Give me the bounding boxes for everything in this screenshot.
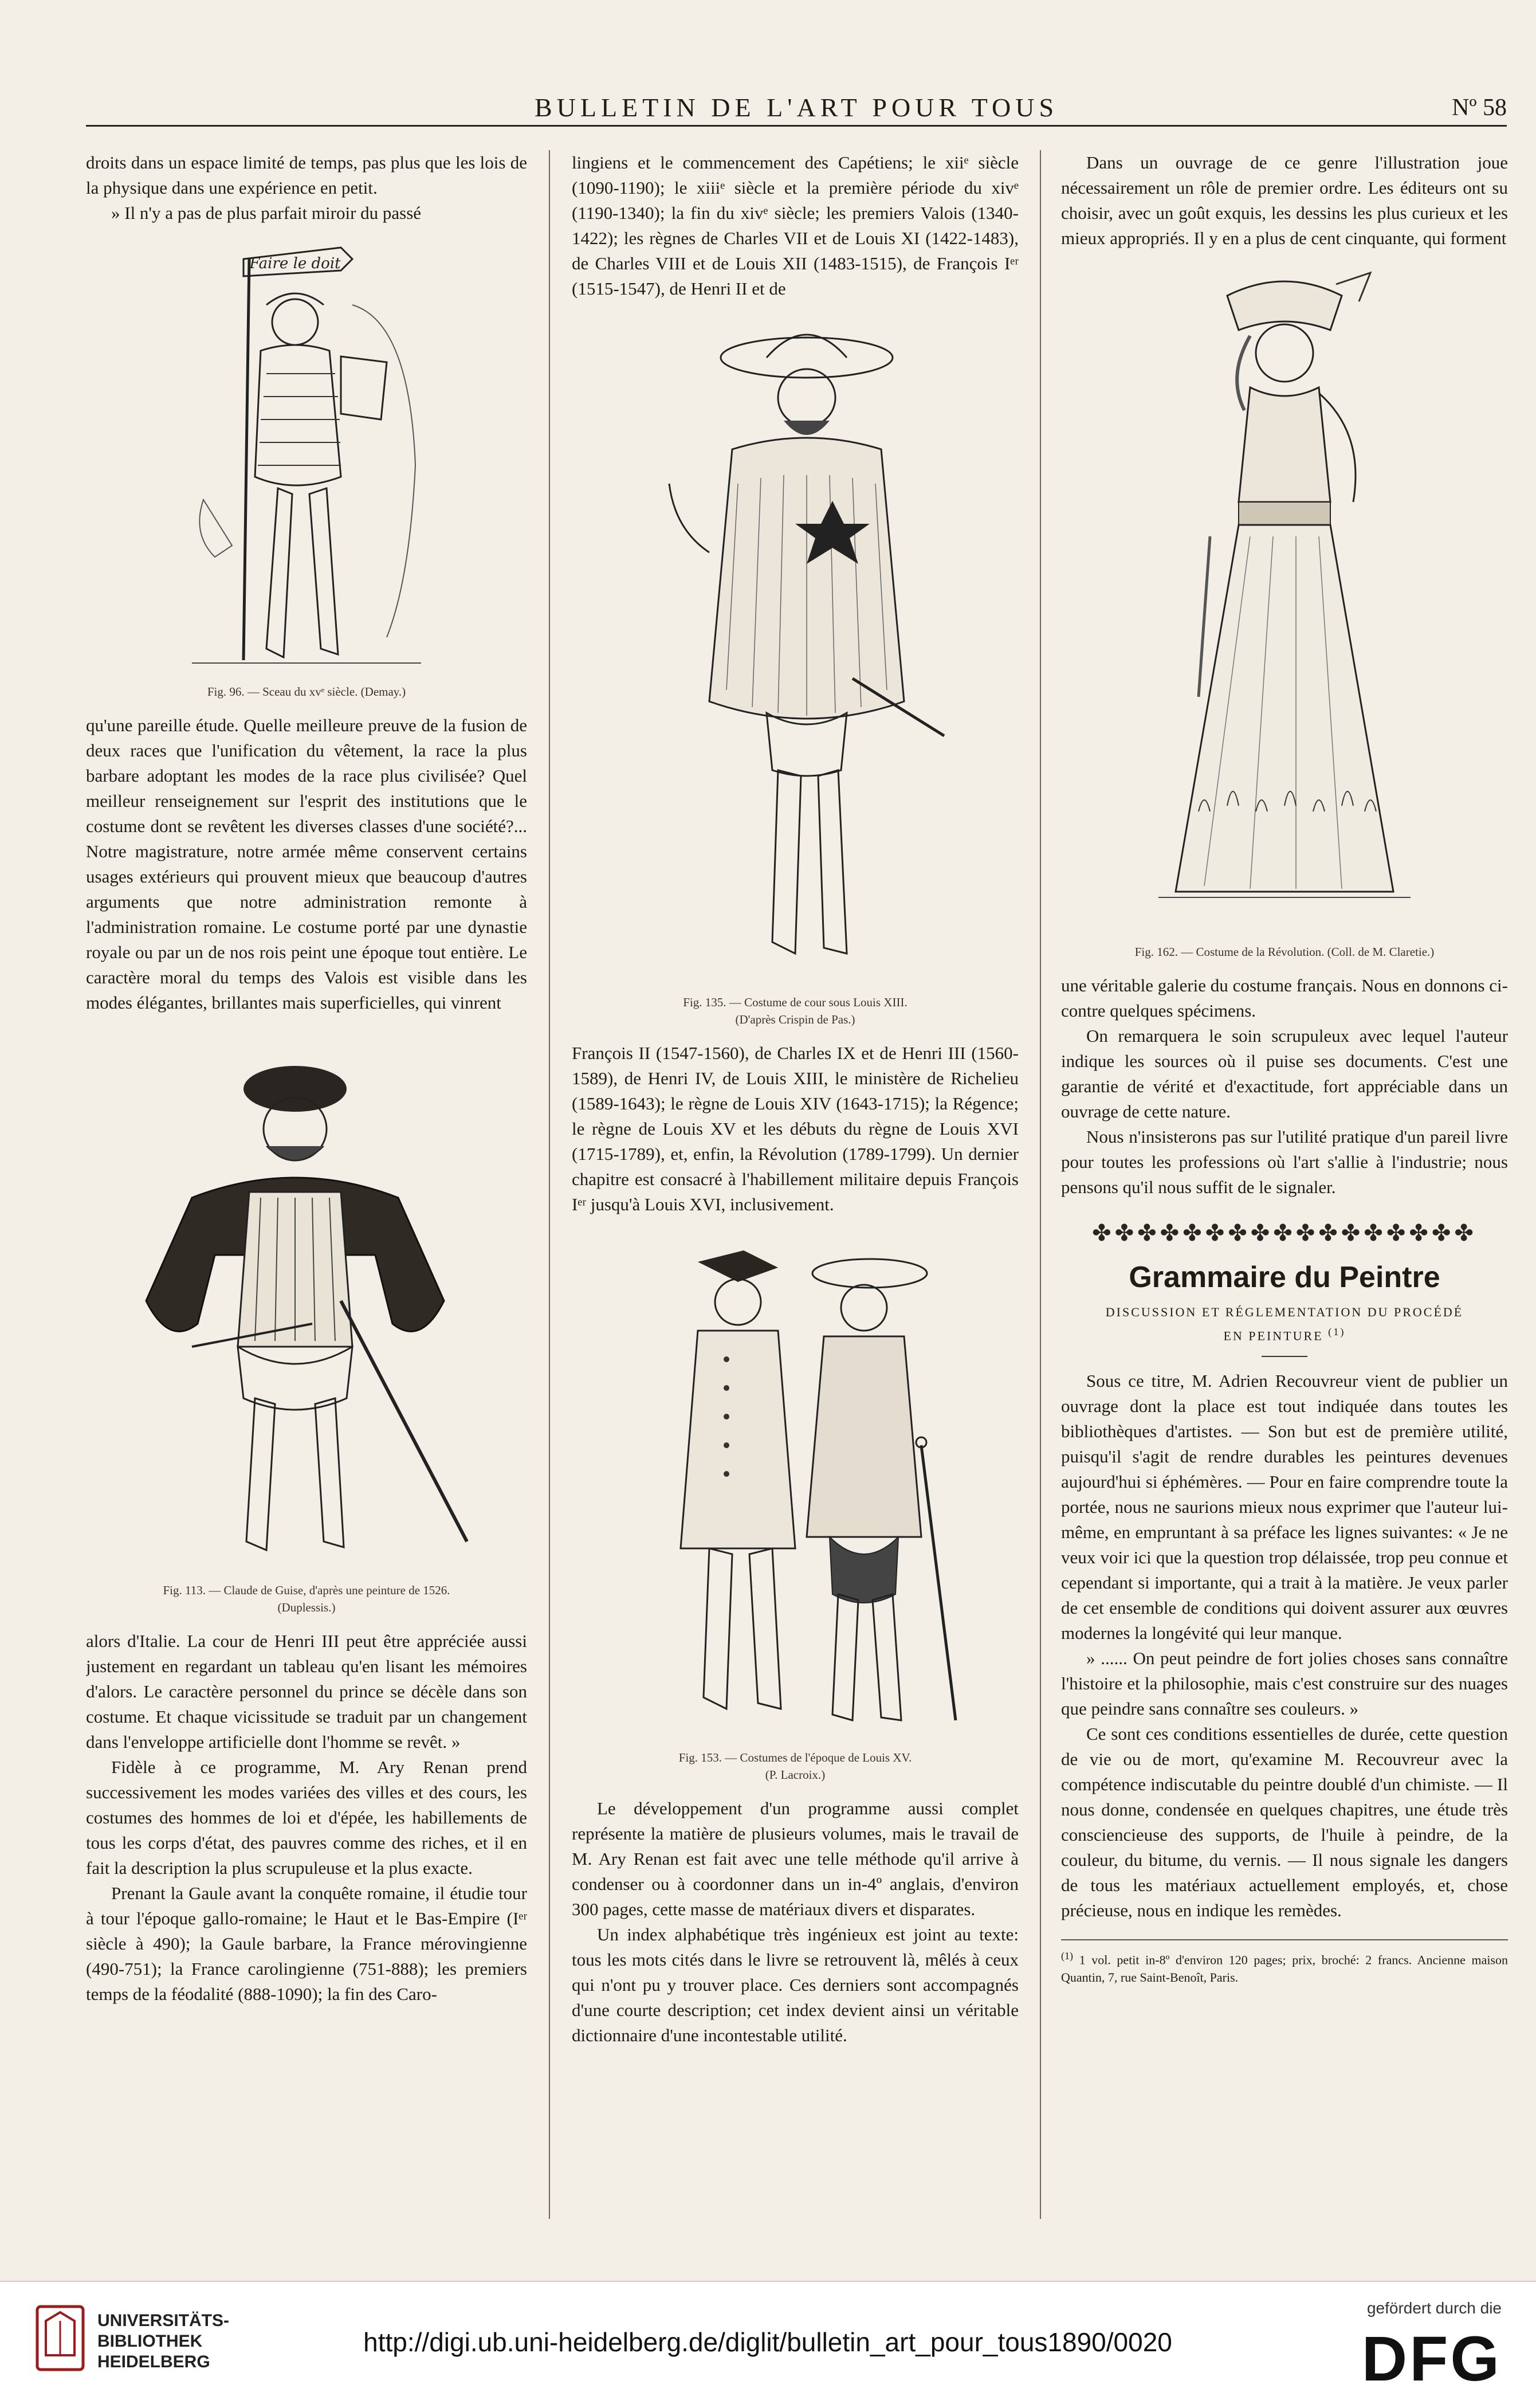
paragraph: Nous n'insisterons pas sur l'utilité pratique d'un pareil livre pour toutes les professions où l'art s'allie à l'industrie; nous pensons qu'il nous suffit de le signaler.: [1061, 1127, 1508, 1197]
section-rule: [1262, 1356, 1307, 1357]
university-name-line: UNIVERSITÄTS-: [97, 2311, 230, 2330]
dfg-logo: DFG: [1361, 2324, 1502, 2394]
text-column-2: [572, 150, 1019, 2230]
university-name-line: BIBLIOTHEK: [97, 2332, 203, 2351]
journal-title: BULLETIN DE L'ART POUR TOUS: [534, 93, 1059, 122]
text-column-3: [1061, 150, 1508, 2230]
footnote-mark: (1): [1061, 1950, 1073, 1962]
paragraph: Fidèle à ce programme, M. Ary Renan prend successivement les modes variées des villes et des cours, les costumes des hommes de loi et d'épée, les habillements de tous les corps d'état, des pauvres comme des riches, et il en fait la description la plus scrupuleuse et la plus exacte.: [86, 1757, 527, 1878]
louis-xiii-court-costume-illustration: [635, 312, 956, 988]
column-divider: [1040, 150, 1041, 2219]
paragraph: alors d'Italie. La cour de Henri III peut être appréciée aussi justement en regardant un tableau qu'en lisant les mémoires d'alors. Le caractère personnel du prince se décèle dans son costume. Et chaque vicissitude se traduit par un changement dans l'enveloppe artificielle dont l'homme se revêt. »: [86, 1631, 527, 1752]
figure-113: [86, 1026, 527, 1616]
footnote-reference: (1): [1328, 1326, 1346, 1338]
subtitle-text: EN PEINTURE: [1223, 1328, 1323, 1343]
figure-caption: [572, 1749, 1019, 1783]
ornamental-divider: ✤✤✤✤✤✤✤✤✤✤✤✤✤✤✤✤✤: [1092, 1220, 1477, 1246]
claude-de-guise-illustration: [123, 1026, 490, 1576]
paragraph: Ce sont ces conditions essentielles de durée, cette question de vie ou de mort, qu'examine M. Recouvreur avec la compétence indiscutable du peintre doublé d'un chimiste. — Il nous donne, condensée en quelques chapitres, une étude très consciencieuse des supports, de l'huile à peindre, de la couleur, du bitume, du vernis. — Il nous signale les dangers de tous les matériaux actuellement employés, et, chose précieuse, nous en indique les remèdes.: [1061, 1724, 1508, 1921]
paragraph: une véritable galerie du costume français. Nous en donnons ci-contre quelques spécimens.: [1061, 975, 1508, 1021]
caption-line: Fig. 113. — Claude de Guise, d'après une peinture de 1526.: [163, 1583, 450, 1597]
university-library-name: [97, 2311, 229, 2372]
caption-line: Fig. 135. — Costume de cour sous Louis XIII.: [683, 995, 908, 1009]
paragraph: » Il n'y a pas de plus parfait miroir du passé: [111, 203, 422, 223]
footnote-text: 1 vol. petit in-8º d'environ 120 pages; prix, broché: 2 francs. Ancienne maison Quantin, 7, rue Saint-Benoît, Paris.: [1061, 1952, 1508, 1985]
caption-line: Fig. 153. — Costumes de l'époque de Louis XV.: [678, 1751, 912, 1764]
knight-seal-illustration: [169, 236, 444, 677]
permalink-url[interactable]: http://digi.ub.uni-heidelberg.de/diglit/bulletin_art_pour_tous1890/0020: [363, 2327, 1172, 2357]
university-name-line: HEIDELBERG: [97, 2352, 210, 2371]
digital-library-footer: [0, 2281, 1536, 2408]
paragraph: Sous ce titre, M. Adrien Recouvreur vient de publier un ouvrage dont la place est tout indiquée dans toutes les bibliothèques d'artistes. — Son but est de première utilité, puisqu'il s'agit de rendre durables les peintures devenues aujourd'hui si éphémères. — Pour en faire comprendre toute la portée, nous ne saurions mieux nous exprimer que l'auteur lui-même, en empruntant à sa préface les lignes suivantes: « Je ne veux voir ici que la question trop délaissée, trop peu connue et cependant si importante, qui a trait à la matière. Je veux parler de cet ensemble de conditions qui doivent assurer aux œuvres modernes la longévité qui leur manque.: [1061, 1371, 1508, 1644]
figure-caption: Fig. 96. — Sceau du xvᵉ siècle. (Demay.): [207, 685, 406, 699]
section-subtitle-line: DISCUSSION ET RÉGLEMENTATION DU PROCÉDÉ: [1105, 1305, 1464, 1319]
paragraph: qu'une pareille étude. Quelle meilleure preuve de la fusion de deux races que l'unification du vêtement, la race la plus barbare adoptant les modes de la race plus civilisée? Quel meilleur renseignement sur l'esprit des institutions que le costume dont se revêtent les diverses classes d'une société?... Notre magistrature, notre armée même conservent certains usages extérieurs qui prouvent mieux que beaucoup d'autres arguments que notre administration remonte à l'administration romaine. Le costume porté par une dynastie royale ou par un de nos rois peint une époque tout entière. Le caractère moral du temps des Valois est visible dans les modes élégantes, brillantes mais superficielles, qui vinrent: [86, 715, 527, 1013]
paragraph: » ...... On peut peindre de fort jolies choses sans connaître l'histoire et la philosophie, mais c'est construire sur des nuages que peindre sans connaître ses couleurs. »: [1061, 1648, 1508, 1719]
paragraph: lingiens et le commencement des Capétiens; le xiiᵉ siècle (1090-1190); le xiiiᵉ siècle et la première période du xivᵉ (1190-1340); la fin du xivᵉ siècle; les premiers Valois (1340-1422); les règnes de Charles VII et de Louis XI (1422-1483), de Charles VIII et de Louis XII (1483-1515), de François Iᵉʳ (1515-1547), de Henri II et de: [572, 152, 1019, 299]
university-seal-icon: [34, 2304, 86, 2372]
figure-162: [1061, 261, 1508, 960]
paragraph: François II (1547-1560), de Charles IX et de Henri III (1560-1589), de Henri IV, de Louis XIII, le ministère de Richelieu (1589-1643); le règne de Louis XIV (1643-1715); la Régence; le règne de Louis XV et les débuts du règne de Louis XVI (1715-1789), et, enfin, la Révolution (1789-1799). Un dernier chapitre est consacré à l'habillement militaire depuis François Iᵉʳ jusqu'à Louis XVI, inclusivement.: [572, 1043, 1019, 1214]
running-header: [86, 91, 1507, 127]
paragraph: Dans un ouvrage de ce genre l'illustration joue nécessairement un rôle de premier ordre. Les éditeurs ont su choisir, avec un goût exquis, les dessins les plus curieux et les mieux appropriés. Il y en a plus de cent cinquante, qui forment: [1061, 152, 1508, 248]
figure-96: [86, 236, 527, 700]
paragraph: On remarquera le soin scrupuleux avec lequel l'auteur indique les sources où il puise ses documents. C'est une garantie de vérité et d'exactitude, fort appréciable dans un ouvrage de cette nature.: [1061, 1026, 1508, 1121]
caption-line: (P. Lacroix.): [765, 1768, 826, 1782]
figure-caption: [572, 994, 1019, 1028]
section-title: Grammaire du Peintre: [1129, 1261, 1440, 1294]
figure-153: [572, 1227, 1019, 1783]
louis-xv-costumes-illustration: [612, 1227, 979, 1743]
figure-caption: [86, 1582, 527, 1616]
caption-line: (Duplessis.): [277, 1601, 336, 1614]
issue-number: Nº 58: [1452, 95, 1507, 121]
banner-text: Faire le doit: [249, 255, 341, 272]
funding-credit: gefördert durch die: [1366, 2299, 1502, 2317]
paragraph: Un index alphabétique très ingénieux est joint au texte: tous les mots cités dans le livre se retrouvent là, mêlés à ceux qui n'ont pu y trouver place. Ces derniers sont accompagnés d'une courte description; cet index devient ainsi un véritable dictionnaire d'une incontestable utilité.: [572, 1924, 1019, 2045]
figure-caption: Fig. 162. — Costume de la Révolution. (Coll. de M. Claretie.): [1134, 945, 1435, 959]
figure-135: [572, 312, 1019, 1028]
column-divider: [549, 150, 550, 2219]
caption-line: (D'après Crispin de Pas.): [735, 1013, 855, 1026]
paragraph: Prenant la Gaule avant la conquête romaine, il étudie tour à tour l'époque gallo-romaine; le Haut et le Bas-Empire (Iᵉʳ siècle à 490); la Gaule barbare, la France mérovingienne (490-751); la France carolingienne (751-888); les premiers temps de la féodalité (888-1090); la fin des Caro-: [86, 1883, 527, 2004]
section-subtitle-line: [1061, 1322, 1508, 1346]
section-subtitle: [1061, 1303, 1508, 1346]
paragraph: droits dans un espace limité de temps, pas plus que les lois de la physique dans une expérience en petit.: [86, 152, 527, 198]
revolution-costume-illustration: [1124, 261, 1445, 938]
paragraph: Le développement d'un programme aussi complet représente la matière de plusieurs volumes, mais le travail de M. Ary Renan est fait avec une telle méthode qu'il arrive à condenser ou à coordonner dans un in-4º anglais, d'environ 300 pages, cette masse de matériaux divers et disparates.: [572, 1798, 1019, 1919]
text-column-1: [86, 150, 527, 2230]
footnote: [1061, 1939, 1508, 1986]
